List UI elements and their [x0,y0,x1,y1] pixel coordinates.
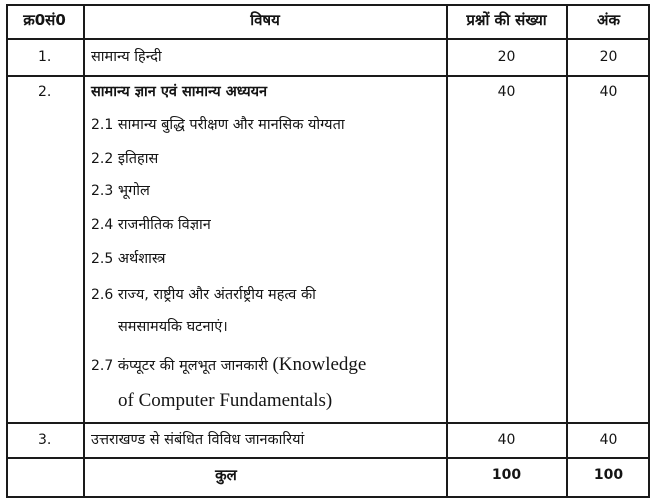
subtopic-number: 2.6 [91,287,114,303]
subtopic-item [91,216,211,234]
subtopic-number: 2.3 [91,183,114,199]
subtopic-item [91,182,150,200]
subtopic-text: राज्य, राष्ट्रीय और अंतर्राष्ट्रीय महत्व की [117,287,316,303]
row-divider [6,38,650,40]
header-marks: अंक [597,11,620,29]
subtopic-text: अर्थशास्त्र [117,251,166,267]
header-question-count: प्रश्नों की संख्या [466,11,547,29]
subtopic-continuation: of Computer Fundamentals) [118,390,333,411]
row-divider [6,457,650,459]
row-subject: सामान्य हिन्दी [91,49,162,65]
subtopic-text: भूगोल [117,183,150,199]
row-subject: सामान्य ज्ञान एवं सामान्य अध्ययन [91,84,268,100]
row-divider [6,422,650,424]
subtopic-text: इतिहास [117,151,159,167]
row-question-count: 20 [497,49,516,65]
subtopic-item [91,150,158,168]
subtopic-number: 2.1 [91,117,114,133]
row-serial: 2. [38,84,52,100]
subtopic-text: राजनीतिक विज्ञान [117,217,211,233]
row-divider [6,75,650,77]
subtopic-item [91,286,316,304]
row-marks: 40 [599,432,618,448]
total-label: कुल [215,466,237,484]
subtopic-number: 2.2 [91,151,114,167]
subtopic-number: 2.4 [91,217,114,233]
total-question-count: 100 [491,467,522,483]
row-marks: 40 [599,84,618,100]
row-serial: 1. [38,49,52,65]
row-question-count: 40 [497,84,516,100]
subtopic-number: 2.5 [91,251,114,267]
subtopic-item [91,116,345,134]
subtopic-text: कंप्यूटर की मूलभूत जानकारी [117,358,268,374]
row-subject: उत्तराखण्ड से संबंधित विविध जानकारियां [91,432,305,448]
row-serial: 3. [38,432,52,448]
header-serial: क्र0सं0 [23,11,66,29]
subtopic-continuation: समसामयकि घटनाएं। [118,319,228,335]
header-subject: विषय [250,11,280,29]
subtopic-item [91,354,366,376]
row-marks: 20 [599,49,618,65]
subtopic-item [91,250,165,268]
subtopic-number: 2.7 [91,358,114,374]
column-divider [566,4,568,498]
total-marks: 100 [593,467,624,483]
row-question-count: 40 [497,432,516,448]
subtopic-text-english: (Knowledge [272,354,367,375]
column-divider [83,4,85,498]
column-divider [446,4,448,498]
subtopic-text: सामान्य बुद्धि परीक्षण और मानसिक योग्यता [117,117,345,133]
